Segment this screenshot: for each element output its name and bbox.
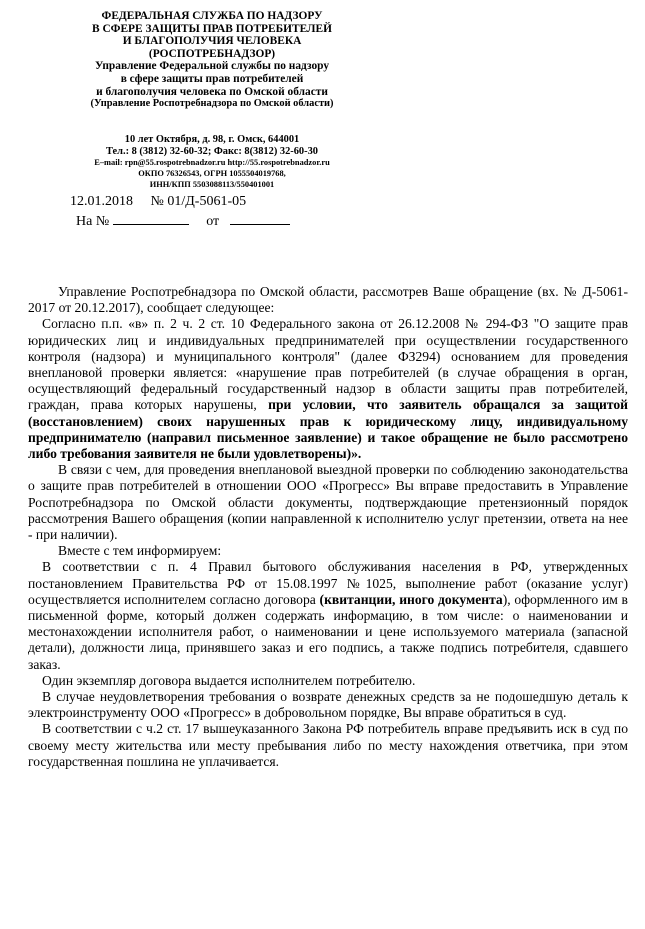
header-line-5: Управление Федеральной службы по надзору: [94, 60, 330, 73]
paragraph-rules: [28, 559, 628, 672]
legal-basis-text: Согласно п.п. «в» п. 2 ч. 2 ст. 10 Федерального закона от 26.12.2008 № 294-ФЗ "О защите прав юридических лиц и индивидуальных предпринимателей при осуществлении государственного контроля (надзора) и муниципального контроля" (далее ФЗ294) основанием для проведения внеплановой проверки является: «нарушение прав потребителей (в случае обращения в орган, осуществляющий федеральный государственный надзор в области защиты прав потребителей, граждан, права которых нарушены,: [28, 316, 628, 413]
header-line-3: И БЛАГОПОЛУЧИЯ ЧЕЛОВЕКА: [122, 35, 302, 48]
letter-number: № 01/Д-5061-05: [150, 194, 247, 209]
rules-bold: (квитанции, иного документа: [319, 591, 503, 607]
contact-block: [62, 134, 362, 190]
postal-address: 10 лет Октября, д. 98, г. Омск, 644001: [124, 134, 300, 145]
incoming-date-blank: [230, 211, 290, 225]
header-line-2: В СФЕРЕ ЗАЩИТЫ ПРАВ ПОТРЕБИТЕЛЕЙ: [92, 22, 332, 35]
paragraph-intro: Управление Роспотребнадзора по Омской области, рассмотрев Ваше обращение (вх. № Д-5061-2017 от 20.12.2017), сообщает следующее:: [28, 284, 628, 316]
okpo-ogrn: ОКПО 76326543, ОГРН 1055504019768,: [138, 169, 286, 178]
phone-fax: Тел.: 8 (3812) 32-60-32; Факс: 8(3812) 32-60-30: [106, 146, 318, 158]
header-line-7: и благополучия человека по Омской области: [96, 85, 328, 98]
legal-basis-condition: при условии, что заявитель обращался за защитой (восстановлением) своих нарушенных прав к юридическому лицу, индивидуальному предпринимателю (направил письменное заявление) и такое обращение не было рассмотрено либо требования заявителя не были удовлетворены)».: [28, 397, 628, 462]
agency-header: [62, 10, 362, 111]
ot-label: от: [206, 214, 220, 229]
incoming-reference: [76, 211, 290, 231]
inn-kpp: ИНН/КПП 5503088113/550401001: [149, 179, 275, 189]
header-line-4: (РОСПОТРЕБНАДЗОР): [148, 47, 276, 60]
paragraph-jurisdiction: В соответствии с ч.2 ст. 17 вышеуказанного Закона РФ потребитель вправе предъявить иск в суд по своему месту жительства или месту пребывания либо по месту нахождения ответчика, при этом государственная пошлина не уплачивается.: [28, 721, 628, 769]
paragraph-inspection: В связи с чем, для проведения внеплановой выездной проверки по соблюдению законодательства о защите прав потребителей в отношении ООО «Прогресс» Вы вправе предоставить в Управление Роспотребнадзора по Омской области документы, подтверждающие претензионный порядок рассмотрения Вашего обращения (копии направленной к исполнителю услуг претензии, ответа на нее - при наличии).: [28, 462, 628, 543]
letter-date: 12.01.2018: [70, 194, 133, 209]
rules-text-b: ), оформленного им в письменной форме, который должен содержать информацию, в том числе: о наименовании и местонахождении исполнителя работ, о наименовании и цене используемого материала (запасной детали), должности лица, принявшего заказ и его подпись, а также подпись потребителя, сдавшего заказ.: [28, 591, 628, 672]
email-website: E–mail: rpn@55.rospotrebnadzor.ru http://55.rospotrebnadzor.ru: [94, 158, 330, 168]
outgoing-registration: [70, 193, 246, 211]
rules-text-a: В соответствии с п. 4 Правил бытового обслуживания населения в РФ, утвержденных постановлением Правительства РФ от 15.08.1997 №1025, выполнение работ (оказание услуг) осуществляется исполнителем согласно договора: [28, 559, 628, 607]
paragraph-inform: Вместе с тем информируем:: [58, 543, 222, 559]
letter-body: [28, 284, 628, 770]
paragraph-contract-copy: Один экземпляр договора выдается исполнителем потребителю.: [42, 672, 416, 688]
header-line-1: ФЕДЕРАЛЬНАЯ СЛУЖБА ПО НАДЗОРУ: [101, 10, 323, 22]
paragraph-legal-basis: [28, 316, 628, 462]
header-line-6: в сфере защиты прав потребителей: [120, 72, 304, 85]
na-label: На №: [76, 214, 110, 229]
paragraph-court: В случае неудовлетворения требования о возврате денежных средств за не подошедшую деталь к электроинструменту ООО «Прогресс» в добровольном порядке, Вы вправе обратиться в суд.: [28, 689, 628, 721]
header-line-8: (Управление Роспотребнадзора по Омской области): [90, 98, 334, 110]
incoming-number-blank: [113, 211, 189, 225]
